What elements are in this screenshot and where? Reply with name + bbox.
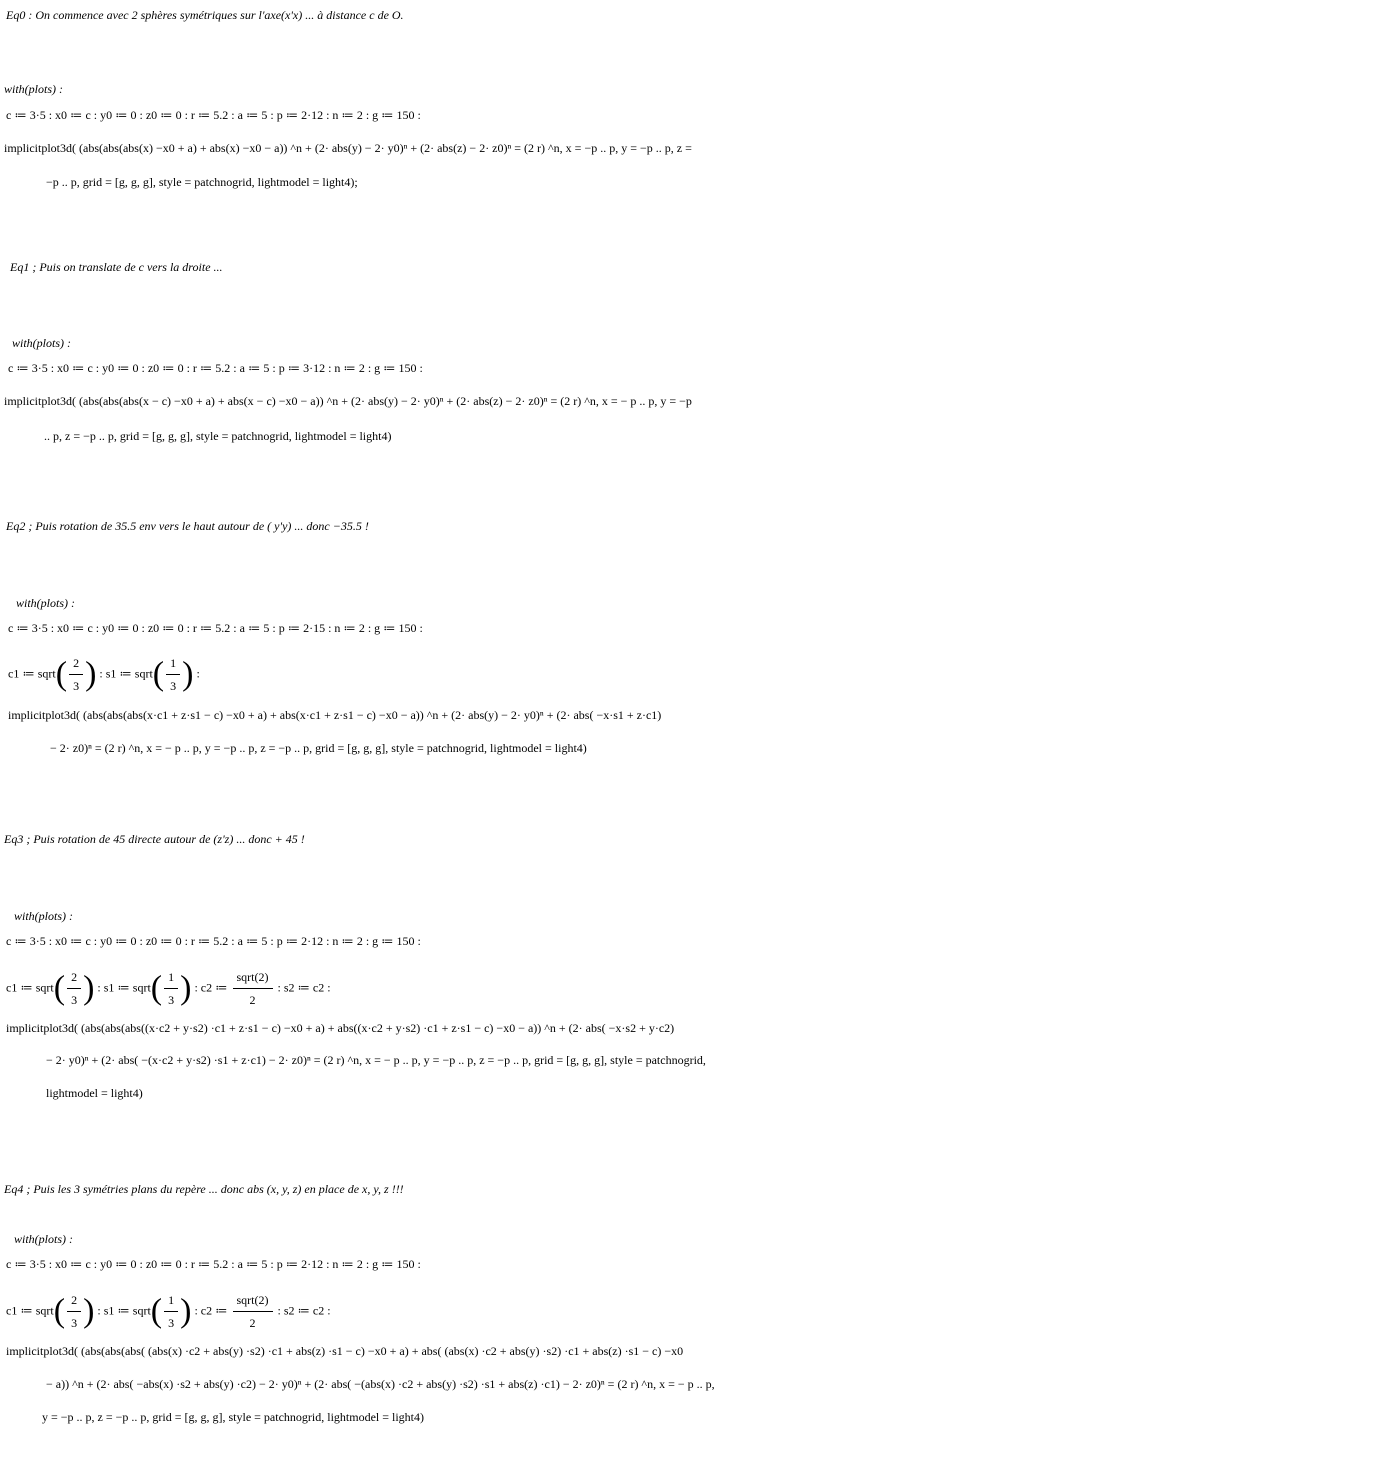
eq0-params: c ≔ 3·5 : x0 ≔ c : y0 ≔ 0 : z0 ≔ 0 : r ≔ 5.2 : a ≔ 5 : p ≔ 2·12 : n ≔ 2 : g ≔ 150 : [6,108,421,122]
eq3-c2-label: : c2 ≔ [194,980,228,995]
eq2-caption: Eq2 ; Puis rotation de 35.5 env vers le haut autour de ( y'y) ... donc −35.5 ! [6,519,369,533]
eq4-plot-line1: implicitplot3d( (abs(abs(abs( (abs(x) ·c2 + abs(y) ·s2) ·c1 + abs(z) ·s1 − c) −x0 + a) + abs( (abs(x) ·c2 + abs(y) ·s2) ·c1 + abs(z) ·s1 − c) −x0 [6,1344,684,1358]
eq1-plot-line2: .. p, z = −p .. p, grid = [g, g, g], style = patchnogrid, lightmodel = light4) [44,429,392,443]
eq4-c1-fraction [67,1289,81,1334]
eq3-plot-line2: − 2· y0)ⁿ + (2· abs( −(x·c2 + y·s2) ·s1 + z·c1) − 2· z0)ⁿ = (2 r) ^n, x = − p .. p, y = −p .. p, z = −p .. p, grid = [g, g, g], style = patchnogrid, [46,1053,706,1067]
right-paren-icon: ) [85,655,97,693]
left-paren-icon: ( [152,655,165,693]
eq3-c2-denominator: 2 [249,993,256,1007]
eq4-c1-denominator: 3 [71,1316,78,1330]
eq2-c1-fraction [69,652,83,697]
eq4-plot-line2: − a)) ^n + (2· abs( −abs(x) ·s2 + abs(y) ·c2) − 2· y0)ⁿ + (2· abs( −(abs(x) ·c2 + abs(y) ·s2) ·s1 + abs(z) ·c1) − 2· z0)ⁿ = (2 r) ^n, x = − p .. p, [46,1377,715,1391]
right-paren-icon: ) [180,1292,192,1330]
eq2-c1-denominator: 3 [73,679,80,693]
eq2-c1-label: c1 ≔ sqrt [8,666,56,681]
eq3-c1-fraction [67,966,81,1011]
eq0-with-plots: with(plots) : [4,82,63,96]
eq0-plot-line2: −p .. p, grid = [g, g, g], style = patchnogrid, lightmodel = light4); [46,175,358,189]
eq2-c1-numerator: 2 [69,652,83,675]
eq0-caption: Eq0 : On commence avec 2 sphères symétriques sur l'axe(x'x) ... à distance c de O. [6,8,404,22]
eq3-s1-numerator: 1 [164,966,178,989]
eq4-s1-fraction [164,1289,178,1334]
eq4-caption: Eq4 ; Puis les 3 symétries plans du repère ... donc abs (x, y, z) en place de x, y, z !!! [4,1182,404,1196]
eq4-c2-denominator: 2 [249,1316,256,1330]
left-paren-icon: ( [150,969,163,1007]
eq4-defs-tail: : s2 ≔ c2 : [277,1303,331,1318]
eq2-plot-line2: − 2· z0)ⁿ = (2 r) ^n, x = − p .. p, y = −p .. p, z = −p .. p, grid = [g, g, g], style = patchnogrid, lightmodel = light4) [50,741,587,755]
eq2-defs [8,652,1375,697]
eq4-c1-numerator: 2 [67,1289,81,1312]
eq2-defs-tail: : [196,666,200,681]
eq3-plot-line3: lightmodel = light4) [46,1086,143,1100]
eq3-caption: Eq3 ; Puis rotation de 45 directe autour de (z'z) ... donc + 45 ! [4,832,305,846]
left-paren-icon: ( [150,1292,163,1330]
eq4-c2-numerator: sqrt(2) [233,1289,273,1312]
eq2-s1-denominator: 3 [170,679,177,693]
eq2-plot-line1: implicitplot3d( (abs(abs(abs(x·c1 + z·s1 − c) −x0 + a) + abs(x·c1 + z·s1 − c) −x0 − a)) ^n + (2· abs(y) − 2· y0)ⁿ + (2· abs( −x·s1 + z·c1) [8,708,662,722]
eq4-c2-fraction [233,1289,273,1334]
eq3-s1-fraction [164,966,178,1011]
eq1-params: c ≔ 3·5 : x0 ≔ c : y0 ≔ 0 : z0 ≔ 0 : r ≔ 5.2 : a ≔ 5 : p ≔ 3·12 : n ≔ 2 : g ≔ 150 : [8,361,423,375]
eq3-c1-label: c1 ≔ sqrt [6,980,54,995]
eq3-with-plots: with(plots) : [14,909,73,923]
eq4-plot-line3: y = −p .. p, z = −p .. p, grid = [g, g, g], style = patchnogrid, lightmodel = light4) [42,1410,424,1424]
left-paren-icon: ( [53,969,66,1007]
right-paren-icon: ) [83,969,95,1007]
eq3-c1-denominator: 3 [71,993,78,1007]
eq2-s1-fraction [166,652,180,697]
eq4-defs [6,1289,1375,1334]
eq3-c2-numerator: sqrt(2) [233,966,273,989]
eq2-s1-label: : s1 ≔ sqrt [99,666,153,681]
eq3-params: c ≔ 3·5 : x0 ≔ c : y0 ≔ 0 : z0 ≔ 0 : r ≔ 5.2 : a ≔ 5 : p ≔ 2·12 : n ≔ 2 : g ≔ 150 : [6,934,421,948]
eq4-s1-label: : s1 ≔ sqrt [97,1303,151,1318]
eq3-defs [6,966,1375,1011]
eq4-params: c ≔ 3·5 : x0 ≔ c : y0 ≔ 0 : z0 ≔ 0 : r ≔ 5.2 : a ≔ 5 : p ≔ 2·12 : n ≔ 2 : g ≔ 150 : [6,1257,421,1271]
eq4-s1-denominator: 3 [168,1316,175,1330]
eq4-with-plots: with(plots) : [14,1232,73,1246]
eq3-s1-label: : s1 ≔ sqrt [97,980,151,995]
right-paren-icon: ) [180,969,192,1007]
eq3-c2-fraction [233,966,273,1011]
eq3-c1-numerator: 2 [67,966,81,989]
eq0-plot-line1: implicitplot3d( (abs(abs(abs(x) −x0 + a) + abs(x) −x0 − a)) ^n + (2· abs(y) − 2· y0)ⁿ + (2· abs(z) − 2· z0)ⁿ = (2 r) ^n, x = −p .. p, y = −p .. p, z = [4,141,692,155]
left-paren-icon: ( [55,655,68,693]
eq1-with-plots: with(plots) : [12,336,71,350]
eq4-s1-numerator: 1 [164,1289,178,1312]
eq3-plot-line1: implicitplot3d( (abs(abs(abs((x·c2 + y·s2) ·c1 + z·s1 − c) −x0 + a) + abs((x·c2 + y·s2) ·c1 + z·s1 − c) −x0 − a)) ^n + (2· abs( −x·s2 + y·c2) [6,1021,675,1035]
eq3-defs-tail: : s2 ≔ c2 : [277,980,331,995]
eq1-caption: Eq1 ; Puis on translate de c vers la droite ... [10,260,223,274]
right-paren-icon: ) [182,655,194,693]
eq4-c1-label: c1 ≔ sqrt [6,1303,54,1318]
eq3-s1-denominator: 3 [168,993,175,1007]
right-paren-icon: ) [83,1292,95,1330]
eq1-plot-line1: implicitplot3d( (abs(abs(abs(x − c) −x0 + a) + abs(x − c) −x0 − a)) ^n + (2· abs(y) − 2· y0)ⁿ + (2· abs(z) − 2· z0)ⁿ = (2 r) ^n, x = − p .. p, y = −p [4,394,692,408]
eq2-s1-numerator: 1 [166,652,180,675]
eq2-params: c ≔ 3·5 : x0 ≔ c : y0 ≔ 0 : z0 ≔ 0 : r ≔ 5.2 : a ≔ 5 : p ≔ 2·15 : n ≔ 2 : g ≔ 150 : [8,621,423,635]
left-paren-icon: ( [53,1292,66,1330]
eq2-with-plots: with(plots) : [16,596,75,610]
eq4-c2-label: : c2 ≔ [194,1303,228,1318]
